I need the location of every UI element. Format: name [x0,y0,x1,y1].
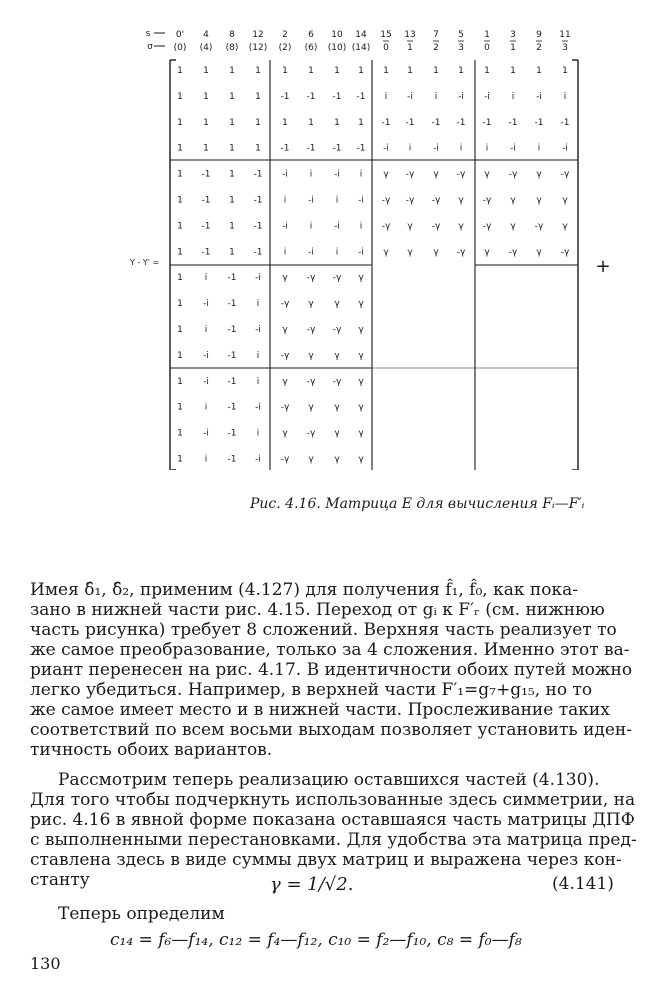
matrix-cell: -γ [306,273,316,284]
matrix-cell: -γ [405,195,415,206]
matrix-cell: i [511,91,515,102]
matrix-cell: γ [383,169,389,180]
matrix-cell: γ [407,221,413,232]
text-line: тичность обоих вариантов. [30,740,273,760]
matrix-cell: γ [358,428,364,439]
matrix-cell: -i [484,91,490,102]
matrix-cell: 1 [407,66,413,76]
matrix-cell: -1 [560,117,570,128]
matrix-cell: i [309,221,313,232]
s-value: 10 [331,30,343,40]
matrix-cell: -i [407,91,413,102]
matrix-cell: γ [458,195,464,206]
matrix-cell: -1 [508,117,518,128]
text-line: зано в нижней части рис. 4.15. Переход от gᵢ к F′ᵣ (см. нижнюю [30,600,605,620]
matrix-cell: γ [282,325,288,335]
matrix-cell: i [256,376,260,387]
matrix-cell: γ [407,247,413,258]
matrix-cell: γ [484,169,490,180]
matrix-cell: -γ [508,169,518,180]
matrix-cell: 1 [562,66,568,76]
matrix-cell: γ [308,350,314,361]
matrix-cell: 1 [358,66,364,76]
page-number: 130 [30,954,61,973]
matrix-cell: i [485,143,489,154]
matrix-cell: -1 [356,143,366,154]
matrix-cell: 1 [229,91,235,102]
matrix-cell: 1 [177,273,183,284]
matrix-cell: 1 [177,195,183,206]
matrix-cell: 1 [177,117,183,128]
matrix-cell: -1 [253,221,263,232]
s-value: 8 [229,30,235,40]
matrix-cell: i [256,299,260,310]
matrix-cell: γ [536,195,542,206]
matrix-cell: -γ [306,428,316,439]
s-value: 7 [433,30,439,40]
matrix-cell: γ [358,402,364,413]
plus-sign: + [595,256,611,277]
text-line: рис. 4.16 в явной форме показана оставшаяся часть матрицы ДПФ [30,810,635,830]
matrix-cell: -1 [280,143,290,154]
sigma-label: σ [147,42,153,52]
matrix-cell: -γ [560,247,570,258]
matrix-cell: -i [308,247,314,258]
matrix-cell: -1 [456,117,466,128]
matrix-cell: -γ [280,299,290,310]
matrix-cell: -1 [534,117,544,128]
matrix-cell: γ [562,221,568,232]
matrix-cell: γ [510,221,516,232]
matrix-cell: γ [562,195,568,206]
sigma-value: 1 [510,43,516,53]
matrix-cell: i [204,273,208,284]
matrix-figure [0,0,648,470]
text-line: же самое имеет место и в нижней части. Прослеживание таких [30,700,610,720]
matrix-cell: -i [282,169,288,180]
matrix-cell: γ [308,299,314,310]
matrix-cell: -1 [227,299,237,310]
s-value: 5 [458,30,464,40]
s-value: 15 [380,30,392,40]
matrix-cell: γ [358,299,364,310]
matrix-cell: i [283,195,287,206]
text-line: Для того чтобы подчеркнуть использованные здесь симметрии, на [30,790,636,810]
matrix-cell: i [459,143,463,154]
s-value: 0' [175,30,185,40]
text-line: же самое преобразование, только за 4 сложения. Именно этот ва- [30,640,630,660]
matrix-cell: -γ [405,169,415,180]
matrix-cell: 1 [308,117,314,128]
matrix-cell: -1 [332,91,342,102]
matrix-cell: -γ [560,169,570,180]
sigma-value: 0 [484,43,490,53]
s-label: s [145,29,151,39]
sigma-value: (10) [327,43,347,53]
matrix-cell: 1 [510,66,516,76]
matrix-cell: γ [308,402,314,413]
matrix-cell: -1 [227,350,237,361]
sigma-value: 2 [433,43,439,53]
matrix-cell: -γ [508,247,518,258]
matrix-cell: -γ [482,221,492,232]
matrix-cell: i [359,169,363,180]
matrix-cell: 1 [536,66,542,76]
matrix-cell: -i [383,143,389,154]
sigma-value: 1 [407,43,413,53]
matrix-cell: -i [536,91,542,102]
matrix-cell: γ [308,454,314,465]
sigma-value: (8) [225,43,239,53]
matrix-cell: 1 [177,325,183,335]
matrix-cell: i [359,221,363,232]
matrix-cell: 1 [203,117,209,128]
matrix-cell: -1 [332,143,342,154]
matrix-cell: γ [358,273,364,284]
matrix-cell: -i [334,169,340,180]
matrix-cell: γ [358,325,364,335]
matrix-cell: -1 [201,169,211,180]
matrix-cell: -i [255,402,261,413]
matrix-cell: 1 [229,66,235,76]
s-value: 11 [559,30,571,40]
matrix-cell: -1 [253,169,263,180]
text-line: Рассмотрим теперь реализацию оставшихся частей (4.130). [58,770,600,790]
matrix-cell: i [204,402,208,413]
matrix-cell: i [204,325,208,335]
matrix-cell: 1 [282,117,288,128]
sigma-value: (2) [278,43,292,53]
matrix-cell: 1 [255,66,261,76]
matrix-cell: -γ [280,454,290,465]
matrix-cell: 1 [255,143,261,154]
matrix-cell: γ [484,247,490,258]
matrix-cell: -1 [201,221,211,232]
matrix-cell: 1 [229,117,235,128]
matrix-cell: -1 [306,91,316,102]
matrix-cell: -i [203,350,209,361]
matrix-cell: i [335,247,339,258]
matrix-cell: 1 [177,428,183,439]
matrix-cell: 1 [255,117,261,128]
matrix-cell: i [537,143,541,154]
paragraph-2 [30,770,637,890]
matrix-cell: -γ [306,325,316,335]
matrix-cell: -1 [227,376,237,387]
matrix-cell: 1 [358,117,364,128]
matrix-cell: γ [282,428,288,439]
matrix-cell: -1 [227,325,237,335]
matrix-cell: 1 [458,66,464,76]
matrix-cell: 1 [229,169,235,180]
matrix-cell: 1 [203,91,209,102]
matrix-cell: -i [282,221,288,232]
matrix-cell: -γ [280,402,290,413]
matrix-cell: γ [334,299,340,310]
matrix-cell: γ [458,221,464,232]
matrix-cell: 1 [308,66,314,76]
matrix-cell: i [204,454,208,465]
matrix-cell: -i [562,143,568,154]
matrix-cell: 1 [177,91,183,102]
matrix-cell: -1 [280,91,290,102]
matrix-cell: 1 [177,169,183,180]
matrix-cell: 1 [484,66,490,76]
matrix-cell: 1 [203,143,209,154]
matrix-cell: -i [358,195,364,206]
matrix-cell: -i [433,143,439,154]
text-line: риант перенесен на рис. 4.17. В идентичности обоих путей можно [30,660,633,680]
matrix-cell: -γ [431,221,441,232]
matrix-cell: 1 [255,91,261,102]
s-value: 4 [203,30,209,40]
paragraph-1 [30,580,633,760]
matrix-cell: i [563,91,567,102]
matrix-cell: -1 [253,195,263,206]
matrix-cell: -1 [306,143,316,154]
matrix-cell: -γ [381,221,391,232]
matrix-cell: -1 [227,402,237,413]
matrix-cell: 1 [334,66,340,76]
text-line: ставлена здесь в виде суммы двух матриц и выражена через кон- [30,850,622,870]
matrix-cell: -1 [227,273,237,284]
matrix-cell: -γ [306,376,316,387]
matrix-cell: -1 [381,117,391,128]
matrix-cell: -γ [332,273,342,284]
row-label: Y - Y' = [130,258,160,267]
matrix-cell: γ [536,247,542,258]
sigma-value: 0 [383,43,389,53]
s-value: 14 [355,30,367,40]
sigma-value: 3 [562,43,568,53]
figure-caption: Рис. 4.16. Матрица E для вычисления Fᵢ—F′ᵢ [250,496,585,512]
matrix-cell: 1 [433,66,439,76]
matrix-cell: 1 [383,66,389,76]
matrix-e-diagram [0,0,648,470]
matrix-cell: -i [458,91,464,102]
matrix-cell: 1 [177,143,183,154]
matrix-cell: -γ [456,247,466,258]
matrix-cell: 1 [177,350,183,361]
matrix-cell: -i [358,247,364,258]
text-line: с выполненными перестановками. Для удобства эта матрица пред- [30,830,637,850]
matrix-cell: -i [203,376,209,387]
matrix-cell: 1 [177,299,183,310]
s-value: 6 [308,30,314,40]
matrix-cell: γ [358,454,364,465]
matrix-cell: γ [383,247,389,258]
matrix-cell: γ [536,169,542,180]
sigma-value: (14) [351,43,371,53]
matrix-cell: -i [308,195,314,206]
matrix-cell: 1 [177,402,183,413]
matrix-cell: -i [203,428,209,439]
text-line: Имея δ̂₁, δ̂₂, применим (4.127) для получения f̂₁, f̂₀, как пока- [30,580,578,600]
matrix-cell: i [256,428,260,439]
matrix-cell: γ [334,428,340,439]
matrix-cell: 1 [177,454,183,465]
matrix-cell: 1 [229,247,235,258]
matrix-cell: 1 [229,221,235,232]
matrix-cell: -1 [227,428,237,439]
matrix-cell: i [384,91,388,102]
matrix-cell: -1 [482,117,492,128]
matrix-cell: -i [203,299,209,310]
matrix-cell: γ [282,376,288,387]
matrix-cell: 1 [229,143,235,154]
text-line: соответствий по всем восьми выходам позволяет установить иден- [30,720,632,740]
matrix-cell: 1 [282,66,288,76]
matrix-cell: 1 [203,66,209,76]
matrix-cell: -i [334,221,340,232]
matrix-cell: 1 [177,376,183,387]
matrix-cell: -i [510,143,516,154]
matrix-cell: 1 [334,117,340,128]
matrix-cell: 1 [177,247,183,258]
matrix-cell: -γ [456,169,466,180]
matrix-cell: -1 [201,195,211,206]
matrix-cell: i [408,143,412,154]
sigma-value: 2 [536,43,542,53]
matrix-cell: γ [334,350,340,361]
sigma-value: (4) [199,43,213,53]
matrix-cell: γ [510,195,516,206]
c-definitions-formula: c₁₄ = f₆—f₁₄, c₁₂ = f₄—f₁₂, c₁₀ = f₂—f₁₀, c₈ = f₀—f₈ [110,930,522,950]
matrix-cell: 1 [229,195,235,206]
s-value: 13 [404,30,416,40]
matrix-cell: i [256,350,260,361]
text-line: станту [30,870,90,890]
matrix-cell: 1 [177,221,183,232]
sigma-value: (6) [304,43,318,53]
s-value: 3 [510,30,516,40]
matrix-cell: -1 [405,117,415,128]
intro-line: Теперь определим [58,904,225,924]
formula-number: (4.141) [552,874,614,894]
matrix-cell: -γ [280,350,290,361]
matrix-cell: γ [334,454,340,465]
matrix-cell: γ [358,350,364,361]
sigma-value: 3 [458,43,464,53]
s-value: 9 [536,30,542,40]
matrix-cell: γ [334,402,340,413]
sigma-value: (0) [173,43,187,53]
matrix-cell: i [434,91,438,102]
text-line: часть рисунка) требует 8 сложений. Верхняя часть реализует то [30,620,617,640]
matrix-cell: 1 [177,66,183,76]
gamma-formula: γ = 1/√2. [270,874,354,895]
matrix-cell: -1 [201,247,211,258]
matrix-cell: -γ [534,221,544,232]
matrix-cell: i [283,247,287,258]
matrix-cell: -i [255,325,261,335]
sigma-value: (12) [248,43,268,53]
text-line: легко убедиться. Например, в верхней части F′₁=g₇+g₁₅, но то [30,680,593,700]
matrix-cell: i [335,195,339,206]
s-value: 2 [282,30,288,40]
matrix-cell: -i [255,454,261,465]
matrix-cell: γ [282,273,288,284]
s-value: 12 [252,30,264,40]
matrix-cell: -1 [227,454,237,465]
matrix-cell: -i [255,273,261,284]
matrix-cell: γ [433,247,439,258]
matrix-cell: -γ [482,195,492,206]
matrix-cell: -1 [431,117,441,128]
matrix-cell: -1 [356,91,366,102]
matrix-cell: -γ [381,195,391,206]
matrix-cell: -γ [332,325,342,335]
matrix-cell: γ [433,169,439,180]
matrix-cell: -1 [253,247,263,258]
matrix-cell: -γ [431,195,441,206]
matrix-cell: i [309,169,313,180]
s-value: 1 [484,30,490,40]
matrix-cell: -γ [332,376,342,387]
matrix-cell: γ [358,376,364,387]
